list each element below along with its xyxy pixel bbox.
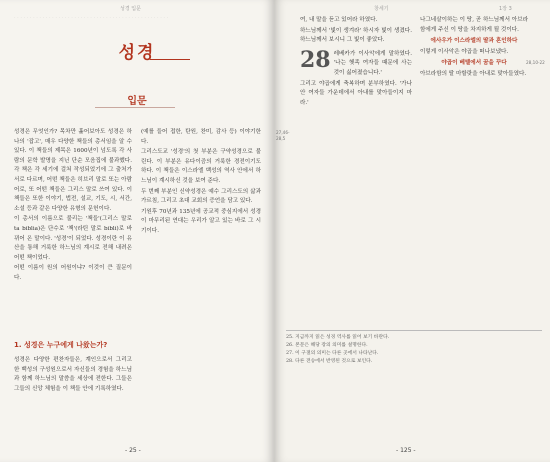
paragraph: 성경은 무엇인가? 목차만 훑어보아도 성경은 하나의 '잡고', 매우 다양한 책들의 총서임을 알 수 있다. 이 책들의 제목은 1600년이 넘도록 각 사람의 문학 발명을 지닌 단순 모음집에 불과했다. 각 책은 각 세기에 걸쳐 작성되었기에 그 출처가 서로 다르며, 어떤 책들은 히브리 말로 또는 아람어로, 또 어떤 책들은 그리스 말로 쓰여 있다. 이 책들은 또한 이야기, 법전, 설교, 기도, 시, 서간, 소설 등과 같은 다양한 유형의 문헌이다. [14,129,132,212]
verse: 레베카가 이사악에게 말하였다. '나는 헷족 여자들 때문에 사는 것이 싫어졌습니다.' [333,50,412,76]
section-heading: 야곱이 베텔에서 꿈을 꾸다 [441,60,507,67]
footnote: 25. 지금까지 읽은 성경 역사를 읽어 보기 바란다. [286,335,390,340]
paragraph: 그리스도교 '성경'의 첫 부분은 구약성경으로 불린다. 이 부분은 유다이즘의 거룩한 경전이기도 하다. 이 책들은 이스라엘 백성의 역사 안에서 하느님이 계시하신 것을 보여 준다. [141,149,261,184]
left-column-1-section [14,356,132,440]
bleed-through-text: · · · · · · · · · · · · · · · · · · · · · · · · · · · · · · · · · · · · · · · · · · · · · · · · · [14,15,169,21]
verse: 이렇게 이사악은 야곱을 떠나보냈다. [420,48,509,55]
footnotes [286,330,542,366]
right-page [274,0,550,462]
right-column-2 [420,16,528,326]
running-head-right: 1장 3 [499,6,512,12]
margin-note [276,130,298,142]
paragraph: 어떤 이름이 원의 어원이냐? 이것이 큰 질문이다. [14,265,132,281]
verse: 아브라함의 딸 마할랏을 아내로 맞아들였다. [420,70,527,77]
paragraph: 이 총서의 이름으로 불리는 '책들'(그리스 말로 ta biblia)은 단수로 '책'(라틴 말로 bibli)로 바뀌어 온 말이다. '성경'이 되었다. 성경이란 이 유산을 통해 거룩한 하느님의 계시로 전해 내려온 어떤 책이었다. [14,216,132,261]
verse: 나그네살이하는 이 땅, 곧 하느님께서 아브라함에게 주신 이 땅을 차지하게 될 것이다. [420,17,528,33]
section-heading: 1. 성경은 누구에게 나왔는가? [14,341,108,349]
page-number: - 25 - [125,447,141,454]
paragraph: (예를 들어 접한, 탄원, 찬미, 감사 등) 이야기한다. [141,129,261,145]
paragraph: 두 번째 부분인 신약성경은 예수 그리스도의 삶과 가르침, 그리고 초대 교회의 증언을 담고 있다. [141,188,261,205]
margin-note-text: 27,46-28,5 [276,130,290,141]
chapter-number: 28 [300,46,331,73]
margin-note-text: 28,10-22 [526,60,545,65]
left-column-2 [141,128,261,438]
page-subtitle: 입문 [127,96,147,107]
footnote: 26. 본문은 해당 장의 의미를 설명한다. [286,343,368,348]
paragraph: 기원후 70년과 135년에 공교적 중심지에서 성경이 마무리된 연대는 우리가 알고 있는 바로 그 시기이다. [141,208,261,234]
right-column-1 [300,16,412,326]
verse: 그리고 야곱에게 축복하며 분부하였다. '가나안 여자들 가운데에서 아내를 맞아들이지 마라.' [300,80,412,106]
left-column-1 [14,128,132,323]
section-heading: 에사우가 이스라엘의 딸과 혼인하다 [430,38,518,45]
page-title: 성경 [118,43,156,63]
running-head-left: 창세기 [374,6,389,12]
page-number: - 125 - [396,447,416,454]
footnote: 27. 이 구절의 의미는 다른 곳에서 나타난다. [286,351,379,356]
paragraph: 성경은 다양한 편찬자들은, 계인으로서 그리고 한 백성의 구성원으로서 자신들의 경험을 하느님과 함께 하느님의 말씀을 세상에 전한다. 그들은 그들의 신앙 체험을 이 책들 안에 기록하였다. [14,357,132,392]
verse: 하느님께서 '빛이 생겨라' 하시자 빛이 생겼다. 하느님께서 보시니 그 빛이 좋았다. [300,27,412,44]
running-head: 성경 입문 [120,6,141,12]
chapter-block [300,46,412,79]
subtitle-rule [95,107,175,108]
title-rule [150,59,190,60]
footnote: 28. 다른 전승에서 반영된 것으로 보인다. [286,359,373,364]
margin-note [526,60,548,66]
verse: 여, 내 말을 듣고 있어라 하였다. [300,17,378,23]
left-page [0,0,274,462]
